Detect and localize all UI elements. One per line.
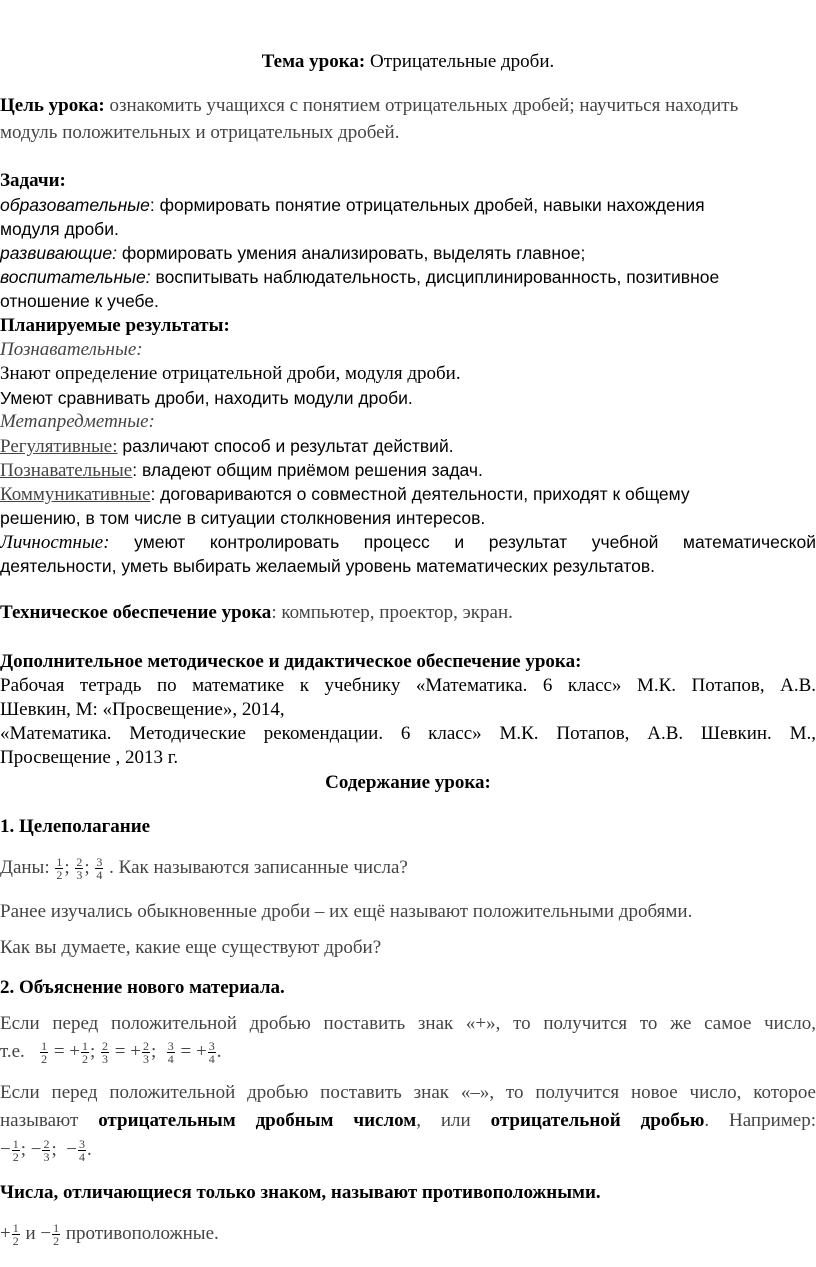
minus-text: Если перед положительной дробью поставить знак «–», то получится новое число, которое — [0, 1082, 816, 1103]
term-negative-fraction: отрицательной дробью — [490, 1110, 705, 1131]
edu-label: образовательные — [0, 195, 150, 215]
cog-label: Познавательные: — [0, 339, 143, 360]
pers-text: умеют контролировать процесс и результат учебной математической — [109, 532, 816, 552]
title-text: Отрицательные дроби. — [365, 51, 555, 72]
tech-label: Техническое обеспечение урока — [0, 602, 272, 623]
ie: т.е. — [0, 1041, 25, 1062]
opposite-text: противоположные. — [61, 1223, 219, 1244]
denominator: 4 — [96, 868, 103, 883]
denominator: 3 — [76, 868, 83, 883]
extra-4: Просвещение , 2013 г. — [0, 747, 179, 768]
task-upb — [0, 265, 816, 289]
denominator: 4 — [78, 1150, 85, 1165]
upb-text: воспитывать наблюдательность, дисциплинированность, позитивное — [150, 267, 720, 287]
numerator: 3 — [96, 855, 103, 870]
cog-1: Знают определение отрицательной дроби, модуля дроби. — [0, 363, 461, 384]
numerator: 1 — [82, 1039, 88, 1054]
edu-text-2: модуля дроби. — [0, 219, 119, 239]
reg-text: различают способ и результат действий. — [117, 436, 454, 456]
goal-text: ознакомить учащихся с понятием отрицательных дробей; научиться находить — [104, 95, 739, 116]
numerator: 2 — [102, 1039, 109, 1054]
comm-label: Коммуникативные — [0, 484, 151, 505]
plus-examples: т.е. $\frac{1}{2}$ = + $\frac{1}{2}$ ; $\frac{2}{3}$ = + $\frac{2}{3}$ ; $\frac{3}{4}$ = + $\frac{3}{4}$ . — [0, 1039, 222, 1067]
example: . Например: — [704, 1110, 816, 1131]
edu-text: : формировать понятие отрицательных дробей, навыки нахождения — [149, 195, 705, 215]
extra-3: «Математика. Методические рекомендации. 6 класс» М.К. Потапов, А.В. Шевкин. М., — [0, 723, 816, 744]
opposite-rule: Числа, отличающиеся только знаком, называют противоположными. — [0, 1182, 601, 1203]
minus-text-2 — [0, 1109, 816, 1133]
fraction — [55, 856, 63, 881]
goal-text-2: модуль положительных и отрицательных дробей. — [0, 122, 400, 143]
denominator: 3 — [142, 1052, 149, 1067]
upb-text-2: отношение к учебе. — [0, 291, 159, 311]
or: , или — [416, 1110, 471, 1131]
pozn-label: Познавательные — [0, 460, 133, 481]
goal — [0, 94, 816, 118]
task-edu — [0, 193, 816, 217]
tasks-heading: Задачи: — [0, 170, 66, 191]
denominator: 2 — [12, 1234, 19, 1249]
numerator: 2 — [43, 1137, 50, 1152]
denominator: 4 — [167, 1052, 174, 1067]
cog-2: Умеют сравнивать дроби, находить модули дроби. — [0, 388, 413, 408]
extra-2: Шевкин, М: «Просвещение», 2014, — [0, 699, 285, 720]
extra-heading: Дополнительное методическое и дидактическое обеспечение урока: — [0, 651, 582, 672]
goal-label: Цель урока: — [0, 95, 105, 116]
fraction — [95, 856, 103, 881]
question: . Как называются записанные числа? — [104, 857, 408, 878]
numerator: 1 — [53, 1221, 60, 1236]
denominator: 3 — [102, 1052, 109, 1067]
meta-label: Метапредметные: — [0, 411, 155, 432]
called: называют — [0, 1110, 79, 1131]
minus-examples: − $\frac{1}{2}$ ; − $\frac{2}{3}$ ; − $\frac{3}{4}$ . — [0, 1137, 92, 1165]
term-negative-number: отрицательным дробным числом — [98, 1110, 417, 1131]
upb-label: воспитательные: — [0, 267, 151, 287]
and: и — [20, 1223, 41, 1244]
fraction — [75, 856, 83, 881]
denominator: 4 — [208, 1052, 215, 1067]
numerator: 2 — [142, 1039, 149, 1054]
denominator: 2 — [53, 1234, 60, 1249]
extra-1: Рабочая тетрадь по математике к учебнику «Математика. 6 класс» М.К. Потапов, А.В. — [0, 675, 816, 696]
denominator: 2 — [41, 1052, 48, 1067]
task-dev — [0, 241, 816, 265]
pozn-text: : владеют общим приёмом решения задач. — [132, 460, 483, 480]
plus-text: Если перед положительной дробью поставить знак «+», то получится то же самое число, — [0, 1013, 816, 1034]
tech-text: : компьютер, проектор, экран. — [271, 602, 513, 623]
given-line: Даны: $\frac{1}{2}$ ; $\frac{2}{3}$ ; $\frac{3}{4}$ . Как называются записанные числа? — [0, 855, 408, 883]
results-heading: Планируемые результаты: — [0, 315, 230, 336]
s1-p1: Ранее изучались обыкновенные дроби – их ещё называют положительными дробями. — [0, 901, 693, 922]
numerator: 2 — [76, 855, 83, 870]
numerator: 1 — [12, 1221, 19, 1236]
numerator: 3 — [208, 1039, 215, 1054]
pers-label: Личностные: — [0, 532, 110, 553]
comm-text: : договариваются о совместной деятельности, приходят к общему — [150, 484, 690, 504]
denominator: 2 — [82, 1052, 88, 1067]
numerator: 3 — [78, 1137, 85, 1152]
lesson-title — [0, 50, 816, 74]
denominator: 3 — [43, 1150, 50, 1165]
comm-text-2: решению, в том числе в ситуации столкновения интересов. — [0, 508, 486, 528]
content-heading: Содержание урока: — [325, 772, 491, 793]
s2-heading: 2. Объяснение нового материала. — [0, 977, 285, 998]
numerator: 3 — [167, 1039, 174, 1054]
dev-label: развивающие: — [0, 243, 117, 263]
dev-text: формировать умения анализировать, выделять главное; — [116, 243, 586, 263]
given-label: Даны: — [0, 857, 50, 878]
reg-label: Регулятивные: — [0, 436, 118, 457]
s1-heading: 1. Целеполагание — [0, 816, 151, 837]
s1-p2: Как вы думаете, какие еще существуют дроби? — [0, 937, 382, 958]
numerator: 1 — [41, 1039, 48, 1054]
pers-text-2: деятельности, уметь выбирать желаемый уровень математических результатов. — [0, 556, 655, 576]
opposite-example: + $\frac{1}{2}$ и − $\frac{1}{2}$ противоположные. — [0, 1221, 219, 1249]
title-label: Тема урока: — [261, 51, 366, 72]
numerator: 1 — [56, 855, 63, 870]
denominator: 2 — [56, 868, 63, 883]
denominator: 2 — [12, 1150, 19, 1165]
numerator: 1 — [12, 1137, 19, 1152]
